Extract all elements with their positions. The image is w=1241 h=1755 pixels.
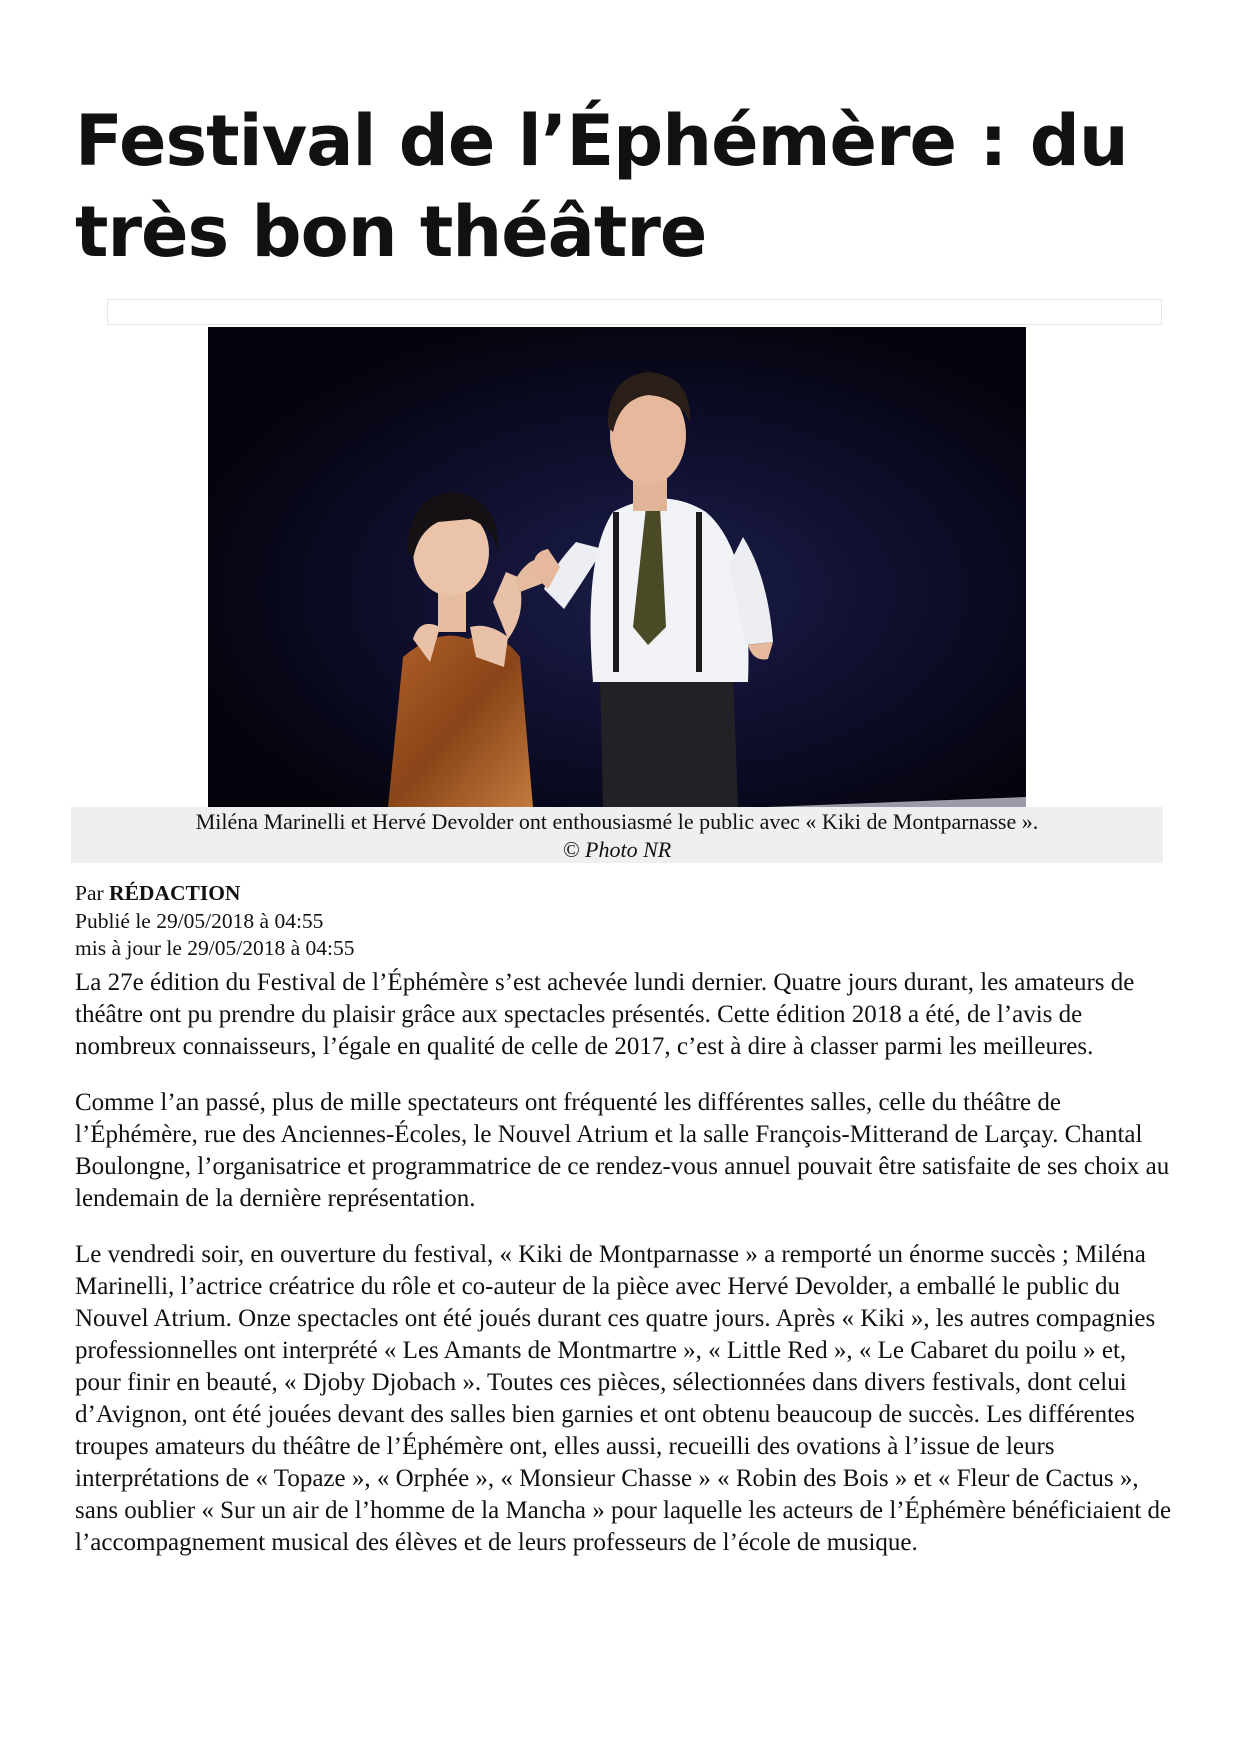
author-name: RÉDACTION: [109, 881, 241, 905]
byline: [75, 880, 354, 908]
caption-text: Miléna Marinelli et Hervé Devolder ont enthousiasmé le public avec « Kiki de Montparnasse ».: [195, 809, 1039, 834]
article-headline: Festival de l’Éphémère : du très bon théâtre: [75, 100, 1128, 273]
article-paragraph: Comme l’an passé, plus de mille spectateurs ont fréquenté les différentes salles, celle du théâtre de l’Éphémère, rue des Anciennes-Écoles, le Nouvel Atrium et la salle François-Mitterand de Larçay. Chantal Boulongne, l’organisatrice et programmatrice de ce rendez-vous annuel pouvait être satisfaite de ses choix au lendemain de la dernière représentation.: [75, 1089, 1170, 1212]
article-body: [75, 967, 1175, 1583]
ad-placeholder: [107, 299, 1162, 325]
article-meta: [75, 880, 354, 963]
byline-prefix: Par: [75, 881, 104, 905]
published-date: Publié le 29/05/2018 à 04:55: [75, 908, 324, 933]
article-paragraph: Le vendredi soir, en ouverture du festival, « Kiki de Montparnasse » a remporté un énorme succès ; Miléna Marinelli, l’actrice créatrice du rôle et co-auteur de la pièce avec Hervé Devolder, a emballé le public du Nouvel Atrium. Onze spectacles ont été joués durant ces quatre jours. Après « Kiki », les autres compagnies professionnelles ont interprété « Les Amants de Montmartre », « Little Red », « Le Cabaret du poilu » et, pour finir en beauté, « Djoby Djobach ». Toutes ces pièces, sélectionnées dans divers festivals, dont celui d’Avignon, ont été jouées devant des salles bien garnies et ont obtenu beaucoup de succès. Les différentes troupes amateurs du théâtre de l’Éphémère ont, elles aussi, recueilli des ovations à l’issue de leurs interprétations de « Topaze », « Orphée », « Monsieur Chasse » « Robin des Bois » et « Fleur de Cactus », sans oublier « Sur un air de l’homme de la Mancha » pour laquelle les acteurs de l’Éphémère bénéficiaient de l’accompagnement musical des élèves et de leurs professeurs de l’école de musique.: [75, 1241, 1172, 1556]
photo-caption: [71, 807, 1163, 863]
stage-photo-illustration: [208, 327, 1026, 807]
photo-credit: © Photo NR: [562, 837, 672, 862]
article-photo: [208, 327, 1026, 807]
updated-date: mis à jour le 29/05/2018 à 04:55: [75, 936, 355, 960]
article-paragraph: La 27e édition du Festival de l’Éphémère s’est achevée lundi dernier. Quatre jours durant, les amateurs de théâtre ont pu prendre du plaisir grâce aux spectacles présentés. Cette édition 2018 a été, de l’avis de nombreux connaisseurs, l’égale en qualité de celle de 2017, c’est à dire à classer parmi les meilleures.: [75, 969, 1135, 1060]
